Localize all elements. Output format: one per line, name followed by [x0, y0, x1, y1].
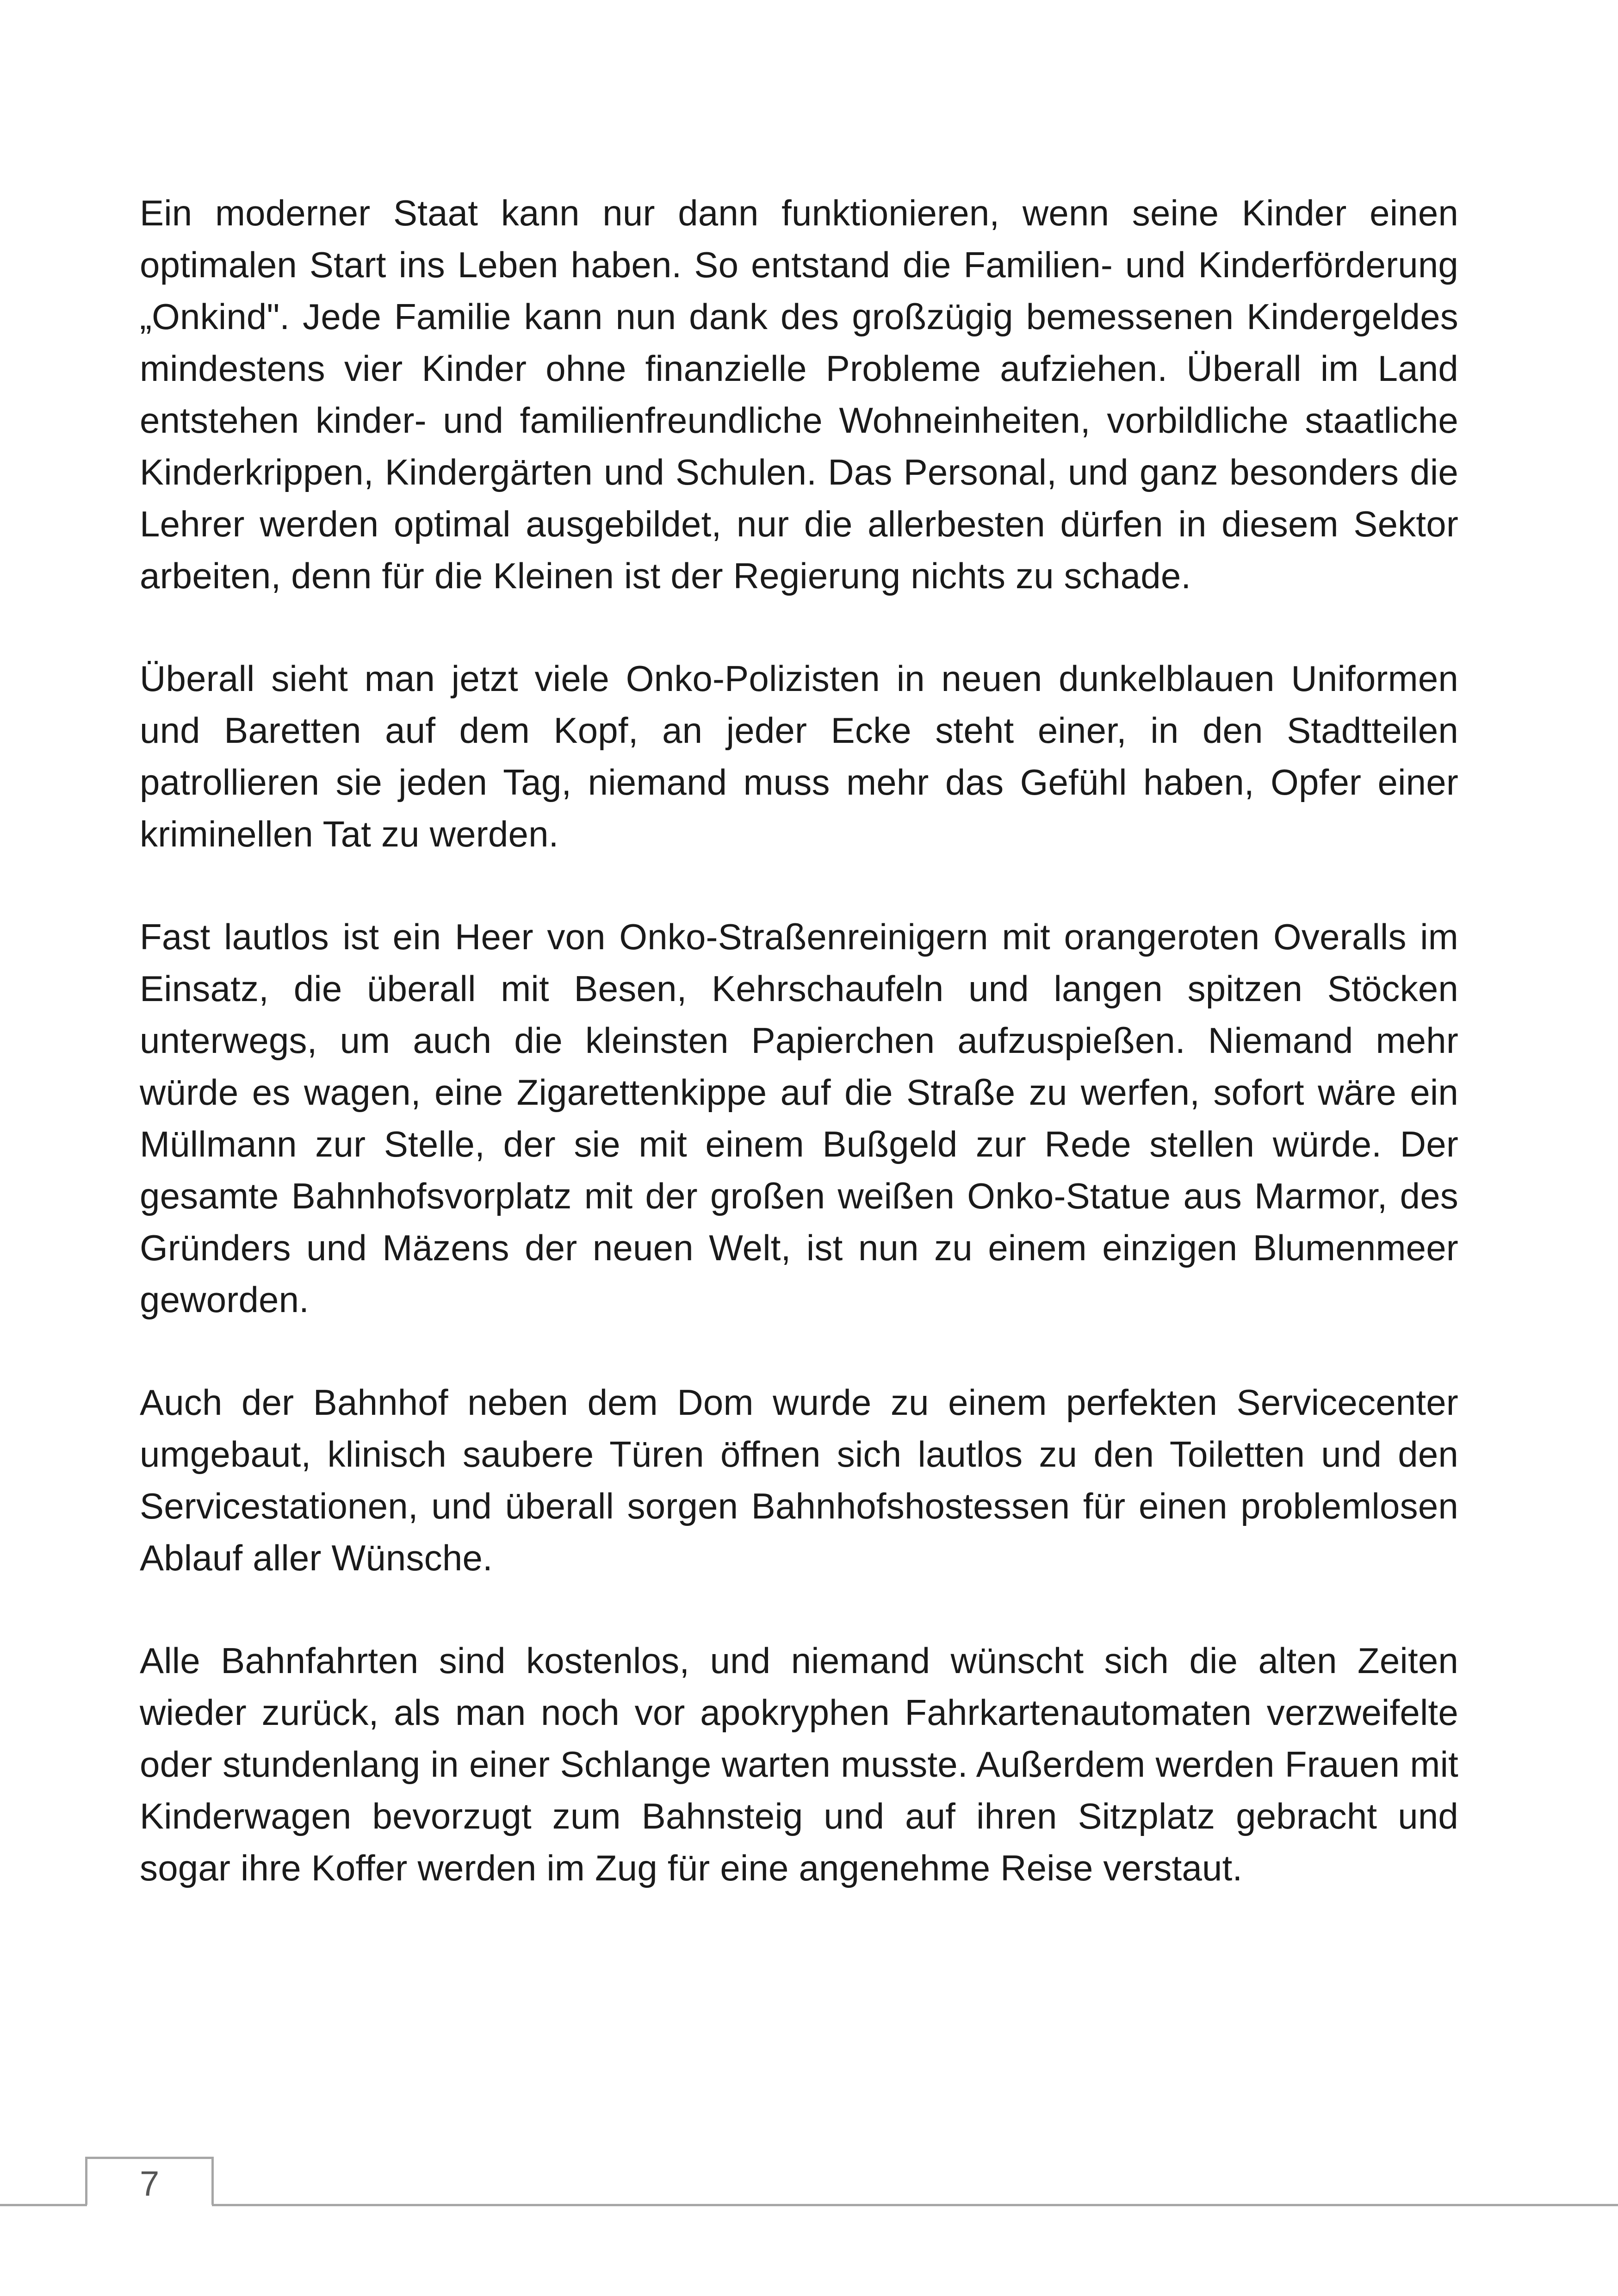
paragraph-4: Auch der Bahnhof neben dem Dom wurde zu einem perfekten Servicecenter umgebaut, klinisch saubere Türen öffnen sich lautlos zu den Toiletten und den Servicestationen, und überall sorgen Bahnhofshostessen für einen problemlosen Ablauf aller Wünsche.	[140, 1382, 1458, 1578]
paragraph-2: Überall sieht man jetzt viele Onko-Polizisten in neuen dunkelblauen Uniformen und Baretten auf dem Kopf, an jeder Ecke steht einer, in den Stadtteilen patrollieren sie jeden Tag, niemand muss mehr das Gefühl haben, Opfer einer kriminellen Tat zu werden.	[140, 658, 1458, 854]
footer-rule-right	[212, 2204, 1618, 2206]
paragraph-1: Ein moderner Staat kann nur dann funktionieren, wenn seine Kinder einen optimalen Start ins Leben haben. So entstand die Familien- und Kinderförderung „Onkind". Jede Familie kann nun dank des großzügig bemessenen Kindergeldes mindestens vier Kinder ohne finanzielle Probleme aufziehen. Überall im Land entstehen kinder- und familienfreundliche Wohneinheiten, vorbildliche staatliche Kinderkrippen, Kindergärten und Schulen. Das Personal, und ganz besonders die Lehrer werden optimal ausgebildet, nur die allerbesten dürfen in diesem Sektor arbeiten, denn für die Kleinen ist der Regierung nichts zu schade.	[140, 193, 1458, 596]
paragraph-3: Fast lautlos ist ein Heer von Onko-Straßenreinigern mit orangeroten Overalls im Einsatz, die überall mit Besen, Kehrschaufeln und langen spitzen Stöcken unterwegs, um auch die kleinsten Papierchen aufzuspießen. Niemand mehr würde es wagen, eine Zigarettenkippe auf die Straße zu werfen, sofort wäre ein Müllmann zur Stelle, der sie mit einem Bußgeld zur Rede stellen würde. Der gesamte Bahnhofsvorplatz mit der großen weißen Onko-Statue aus Marmor, des Gründers und Mäzens der neuen Welt, ist nun zu einem einzigen Blumenmeer geworden.	[140, 916, 1458, 1320]
footer-rule-left	[0, 2204, 87, 2206]
page-footer	[0, 2157, 1618, 2208]
page-body	[140, 187, 1458, 1945]
page-number: 7	[140, 2164, 160, 2203]
paragraph-5: Alle Bahnfahrten sind kostenlos, und niemand wünscht sich die alten Zeiten wieder zurück, als man noch vor apokryphen Fahrkartenautomaten verzweifelte oder stundenlang in einer Schlange warten musste. Außerdem werden Frauen mit Kinderwagen bevorzugt zum Bahnsteig und auf ihren Sitzplatz gebracht und sogar ihre Koffer werden im Zug für eine angenehme Reise verstaut.	[140, 1640, 1458, 1888]
